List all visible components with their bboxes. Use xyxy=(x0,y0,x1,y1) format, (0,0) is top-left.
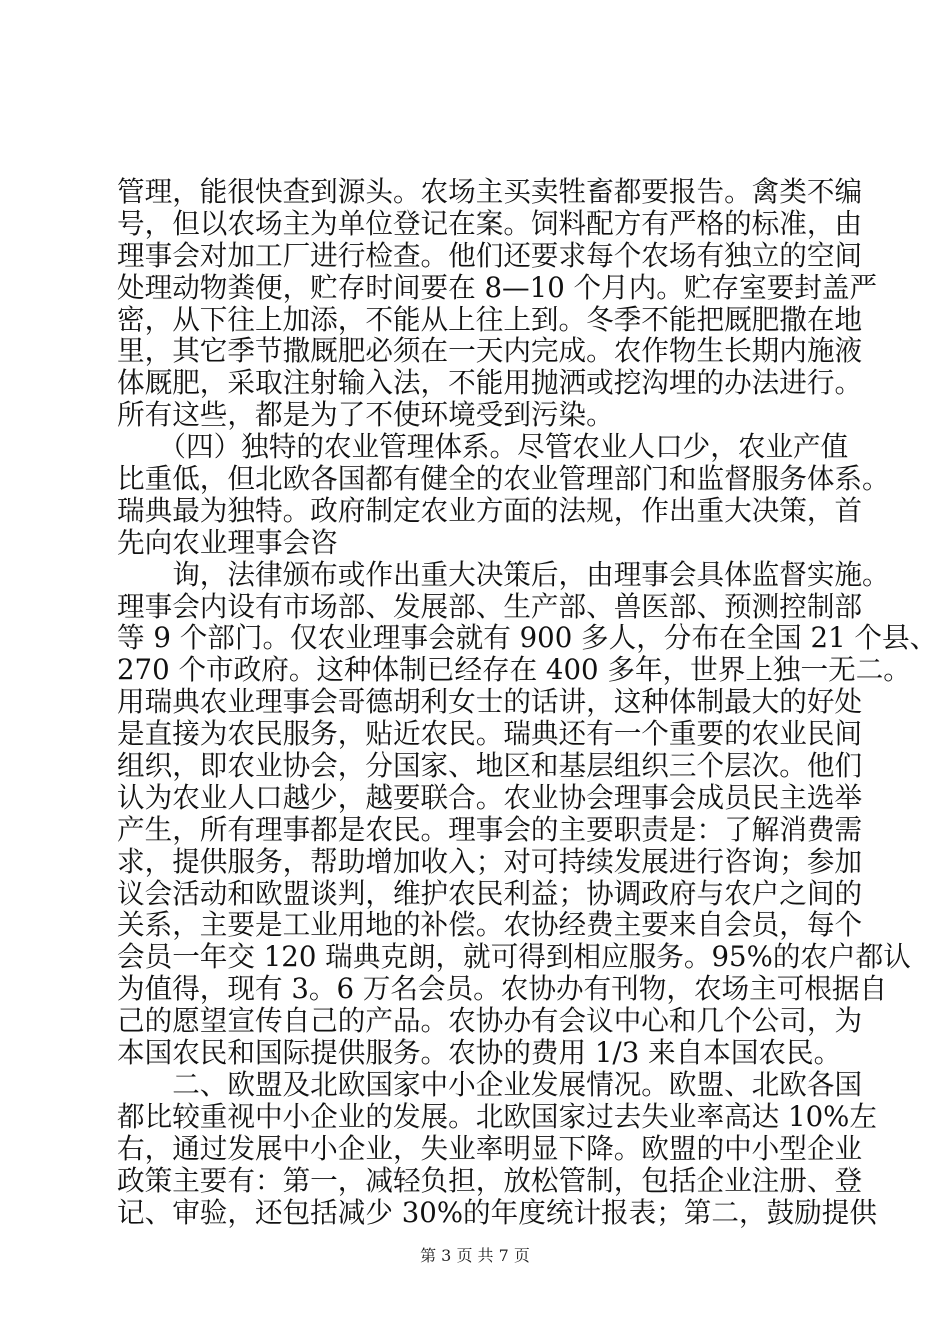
text-line: 己的愿望宣传自己的产品。农协办有会议中心和几个公司，为 xyxy=(117,1004,863,1038)
text-line: 号，但以农场主为单位登记在案。饲料配方有严格的标准，由 xyxy=(117,206,863,240)
text-line: 询，法律颁布或作出重大决策后，由理事会具体监督实施。 xyxy=(117,557,890,591)
body-text xyxy=(117,175,938,1229)
text-line: 都比较重视中小企业的发展。北欧国家过去失业率高达 10%左 xyxy=(117,1099,877,1133)
text-line: 处理动物粪便，贮存时间要在 8—10 个月内。贮存室要封盖严 xyxy=(117,270,878,304)
text-line: 理事会对加工厂进行检查。他们还要求每个农场有独立的空间 xyxy=(117,238,863,272)
text-line: 先向农业理事会咨 xyxy=(117,525,338,559)
text-line: （四）独特的农业管理体系。尽管农业人口少，农业产值 xyxy=(117,430,849,464)
text-line: 关系，主要是工业用地的补偿。农协经费主要来自会员，每个 xyxy=(117,908,863,942)
text-line: 等 9 个部门。仅农业理事会就有 900 多人，分布在全国 21 个县、 xyxy=(117,621,938,655)
text-line: 产生，所有理事都是农民。理事会的主要职责是：了解消费需 xyxy=(117,812,863,846)
text-line: 求，提供服务，帮助增加收入；对可持续发展进行咨询；参加 xyxy=(117,844,863,878)
text-line: 理事会内设有市场部、发展部、生产部、兽医部、预测控制部 xyxy=(117,589,863,623)
text-line: 是直接为农民服务，贴近农民。瑞典还有一个重要的农业民间 xyxy=(117,717,863,751)
text-line: 用瑞典农业理事会哥德胡利女士的话讲，这种体制最大的好处 xyxy=(117,685,863,719)
text-line: 管理，能很快查到源头。农场主买卖牲畜都要报告。禽类不编 xyxy=(117,175,863,208)
text-line: 认为农业人口越少，越要联合。农业协会理事会成员民主选举 xyxy=(117,780,863,814)
text-line: 比重低，但北欧各国都有健全的农业管理部门和监督服务体系。 xyxy=(117,462,890,496)
text-line: 政策主要有：第一，减轻负担，放松管制，包括企业注册、登 xyxy=(117,1163,863,1197)
text-line: 所有这些，都是为了不使环境受到污染。 xyxy=(117,398,614,432)
text-line: 组织，即农业协会，分国家、地区和基层组织三个层次。他们 xyxy=(117,749,863,783)
text-line: 会员一年交 120 瑞典克朗，就可得到相应服务。95%的农户都认 xyxy=(117,940,911,974)
text-line: 里，其它季节撒厩肥必须在一天内完成。农作物生长期内施液 xyxy=(117,334,863,368)
text-line: 体厩肥，采取注射输入法，不能用抛洒或挖沟埋的办法进行。 xyxy=(117,366,863,400)
text-line: 右，通过发展中小企业，失业率明显下降。欧盟的中小型企业 xyxy=(117,1131,863,1165)
text-line: 密，从下往上加添，不能从上往上到。冬季不能把厩肥撒在地 xyxy=(117,302,863,336)
page-footer: 第 3 页 共 7 页 xyxy=(420,1246,530,1265)
text-line: 270 个市政府。这种体制已经存在 400 多年，世界上独一无二。 xyxy=(117,653,911,687)
text-line: 议会活动和欧盟谈判，维护农民利益；协调政府与农户之间的 xyxy=(117,876,863,910)
text-line: 二、欧盟及北欧国家中小企业发展情况。欧盟、北欧各国 xyxy=(117,1067,863,1101)
text-line: 瑞典最为独特。政府制定农业方面的法规，作出重大决策，首 xyxy=(117,493,863,527)
text-line: 本国农民和国际提供服务。农协的费用 1/3 来自本国农民。 xyxy=(117,1036,842,1070)
text-line: 记、审验，还包括减少 30%的年度统计报表；第二，鼓励提供 xyxy=(117,1195,877,1229)
text-line: 为值得，现有 3。6 万名会员。农协办有刊物，农场主可根据自 xyxy=(117,972,888,1006)
